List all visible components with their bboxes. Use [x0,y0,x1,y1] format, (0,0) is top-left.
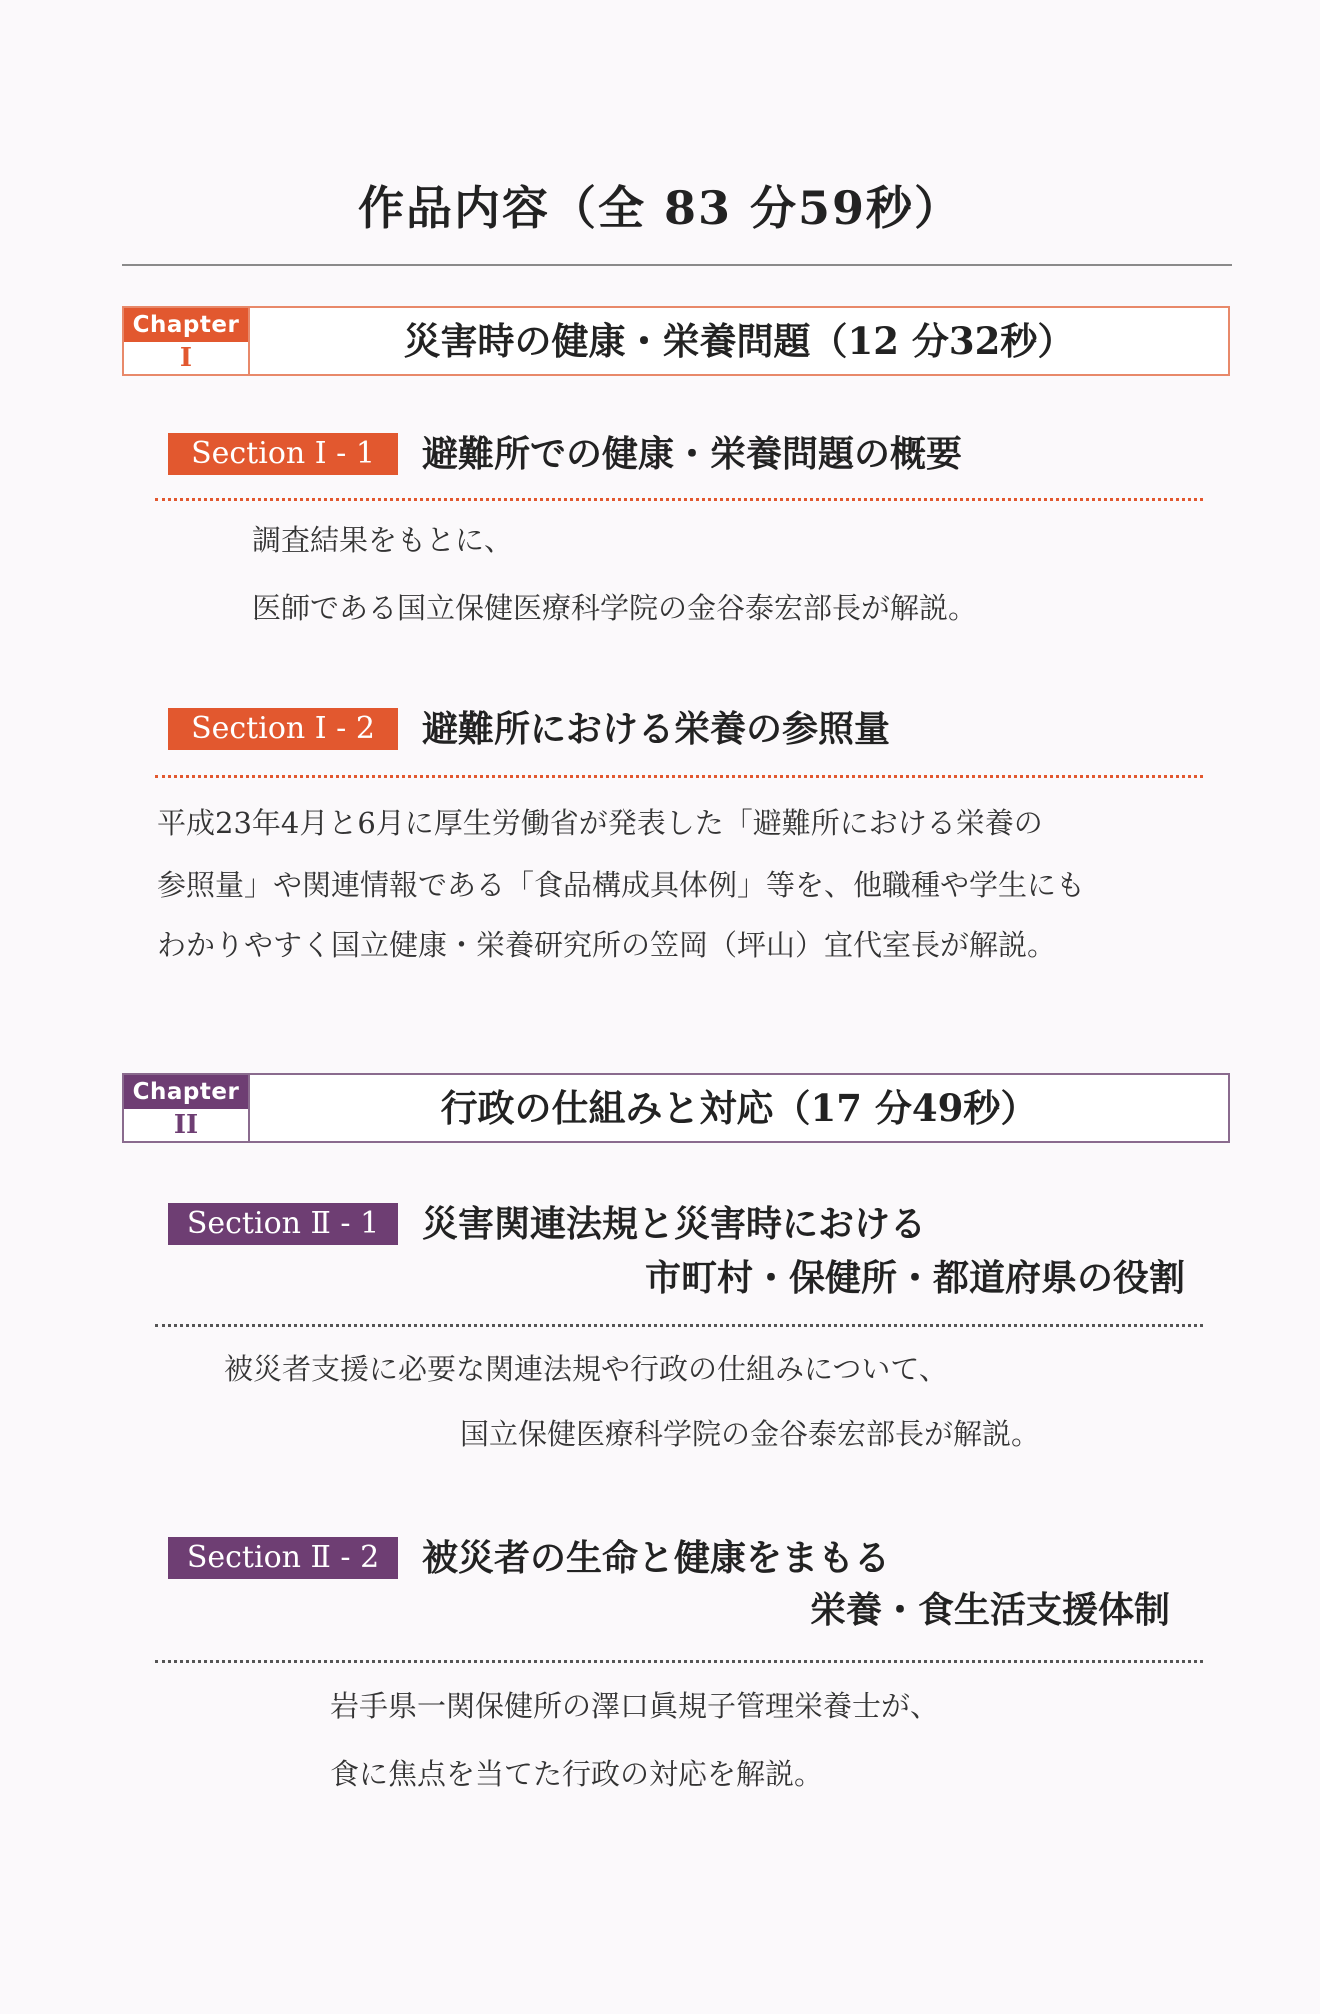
section-2-1-divider [155,1324,1203,1327]
title-divider [122,264,1232,266]
section-1-2-body-line-3: わかりやすく国立健康・栄養研究所の笠岡（坪山）宜代室長が解説。 [157,928,1057,962]
section-1-2-title: 避難所における栄養の参照量 [422,708,891,750]
section-1-2-badge: Section Ⅰ - 2 [168,708,398,750]
section-1-2-body-line-2: 参照量」や関連情報である「食品構成具体例」等を、他職種や学生にも [157,868,1086,902]
section-1-1-badge: Section Ⅰ - 1 [168,433,398,475]
chapter-2-number: II [173,1110,199,1140]
section-2-2-body-line-1: 岩手県一関保健所の澤口眞規子管理栄養士が、 [330,1689,940,1723]
chapter-1-number: I [179,343,193,373]
chapter-1-tag [124,308,250,374]
section-1-1-body-line-2: 医師である国立保健医療科学院の金谷泰宏部長が解説。 [252,591,978,625]
section-2-2-divider [155,1660,1203,1663]
section-2-2-badge: Section Ⅱ - 2 [168,1537,398,1579]
section-2-1-body-line-1: 被災者支援に必要な関連法規や行政の仕組みについて、 [224,1352,948,1386]
section-2-1-title-line-2: 市町村・保健所・都道府県の役割 [644,1257,1185,1299]
chapter-2-title: 行政の仕組みと対応（17 分49秒） [440,1086,1038,1130]
section-1-2-body-line-1: 平成23年4月と6月に厚生労働省が発表した「避難所における栄養の [157,806,1043,840]
section-2-1-badge: Section Ⅱ - 1 [168,1203,398,1245]
chapter-2-tag [124,1075,250,1141]
section-1-1-body-line-1: 調査結果をもとに、 [252,523,514,557]
chapter-2-word: Chapter [124,1075,248,1109]
chapter-1-title: 災害時の健康・栄養問題（12 分32秒） [403,319,1075,363]
chapter-1-word: Chapter [124,308,248,342]
chapter-1-header [122,306,1230,376]
section-2-2-title-line-2: 栄養・食生活支援体制 [809,1589,1170,1631]
section-2-2-title-line-1: 被災者の生命と健康をまもる [422,1537,891,1579]
chapter-2-header [122,1073,1230,1143]
section-1-1-title: 避難所での健康・栄養問題の概要 [422,433,963,475]
section-2-1-body-line-2: 国立保健医療科学院の金谷泰宏部長が解説。 [460,1417,1041,1451]
section-2-2-body-line-2: 食に焦点を当てた行政の対応を解説。 [330,1757,824,1791]
section-1-2-divider [155,775,1203,778]
section-1-1-divider [155,498,1203,501]
section-2-1-title-line-1: 災害関連法規と災害時における [422,1203,927,1245]
page-title: 作品内容（全 83 分59秒） [357,181,963,235]
